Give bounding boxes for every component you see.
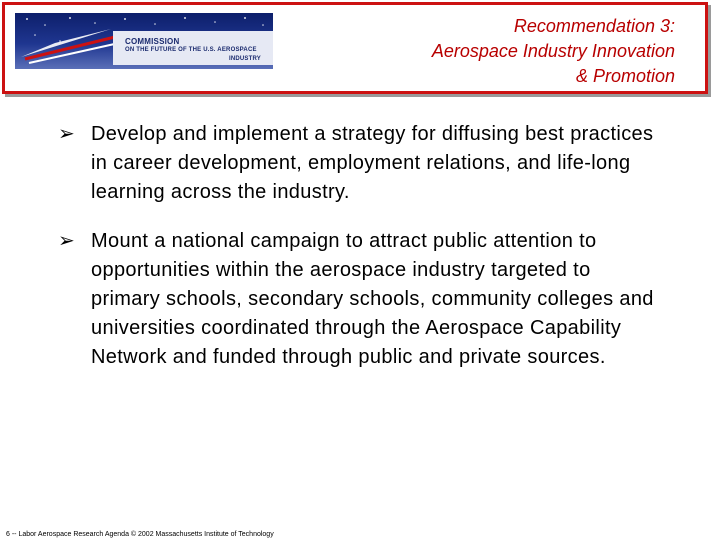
- logo-line-1: COMMISSION: [125, 37, 180, 46]
- slide-title: [295, 14, 675, 89]
- header-frame: [2, 2, 708, 94]
- logo-text: [125, 37, 273, 64]
- logo-line-2: ON THE FUTURE OF THE U.S. AEROSPACE: [125, 47, 257, 53]
- title-line-2: Aerospace Industry Innovation: [431, 41, 675, 61]
- bullet-item: [58, 227, 658, 372]
- commission-logo: [15, 13, 273, 69]
- arrow-bullet-icon: ➢: [58, 230, 76, 252]
- title-line-1: Recommendation 3:: [513, 16, 675, 36]
- bullet-item: [58, 120, 658, 207]
- title-line-3: & Promotion: [575, 66, 675, 86]
- bullet-text: Develop and implement a strategy for diffusing best practices in career development, employment relations, and life-long learning across the industry.: [91, 123, 654, 203]
- bullet-list: [58, 120, 658, 372]
- arrow-bullet-icon: ➢: [58, 123, 76, 145]
- logo-line-3: INDUSTRY: [228, 56, 261, 62]
- bullet-text: Mount a national campaign to attract public attention to opportunities within the aerospace industry targeted to primary schools, secondary schools, community colleges and universities coordinated through the Aerospace Capability Network and funded through public and private sources.: [91, 230, 654, 368]
- footer-text: 6 -- Labor Aerospace Research Agenda © 2002 Massachusetts Institute of Technology: [6, 531, 274, 538]
